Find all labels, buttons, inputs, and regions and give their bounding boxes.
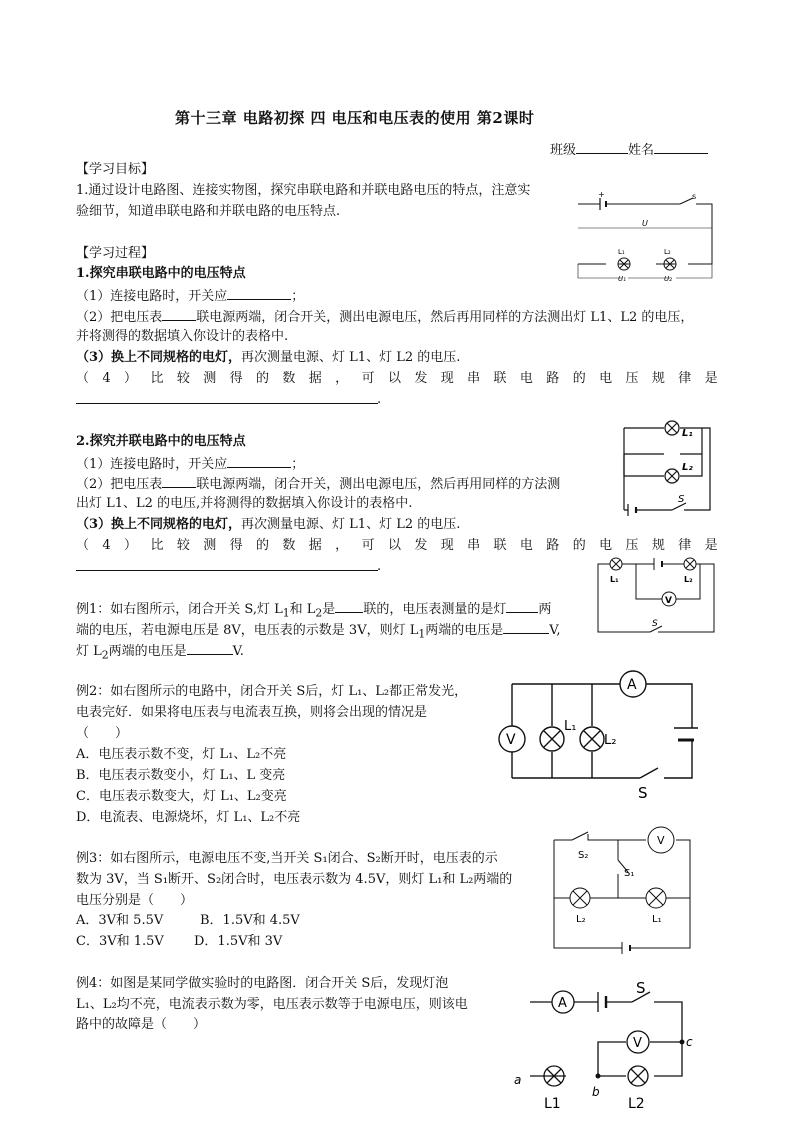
fig3-s-label: S <box>652 619 658 629</box>
ex3-option-c[interactable]: C．3V和 1.5V <box>76 934 164 949</box>
ex1-t2: 和 L <box>289 602 316 617</box>
s1-step4-char: （ <box>76 371 90 386</box>
section-2-title: 2.探究并联电路中的电压特点 <box>76 434 246 449</box>
s1-answer-period: . <box>377 392 382 407</box>
s2-step4-char: 可 <box>361 538 375 553</box>
figure-series-circuit <box>572 188 718 282</box>
s2-step4-char: 现 <box>440 538 454 553</box>
class-label: 班级 <box>550 143 577 158</box>
ex4-line1: 例4：如图是某同学做实验时的电路图．闭合开关 S后，发现灯泡 <box>76 976 449 991</box>
ex2-option-c[interactable]: C．电压表示数变大，灯 L₁、L₂变亮 <box>76 789 287 804</box>
fig4-a-label: A <box>627 677 637 693</box>
s1-step3-bold: （3）换上不同规格的电灯， <box>76 350 242 365</box>
ex3-line2: 数为 3V，当 S₁断开、S₂闭合时，电压表示数为 4.5V，则灯 L₁和 L₂两端的 <box>76 872 513 887</box>
s2-step3-bold: （3）换上不同规格的电灯， <box>76 517 242 532</box>
name-label: 姓名 <box>628 143 655 158</box>
s2-step2 <box>76 473 560 494</box>
s2-step4-char: 律 <box>678 538 692 553</box>
s1-step4-char: ） <box>124 371 138 386</box>
fig1-switch-label: s <box>692 192 697 201</box>
ex4-line2: L₁、L₂均不亮，电流表示数为零，电压表示数等于电源电压，则该电 <box>76 997 468 1012</box>
s2-step2-text-b: 联电源两端，闭合开关，测出电源电压，然后再用同样的方法测 <box>196 477 561 492</box>
s2-step4-char: 较 <box>176 538 190 553</box>
s1-step2-blank[interactable] <box>162 306 196 321</box>
fig6-l1-label: L1 <box>544 1096 561 1112</box>
ex2-option-b[interactable]: B．电压表示数变小，灯 L₁、L 变亮 <box>76 768 286 783</box>
figure-example2-circuit <box>494 670 700 800</box>
s2-step1-text: （1）连接电路时，开关应 <box>76 457 228 472</box>
s2-step3-rest: 再次测量电源、灯 L1、灯 L2 的电压. <box>241 517 461 532</box>
s1-step4-char: 较 <box>176 371 190 386</box>
s2-step4-char: 压 <box>625 538 639 553</box>
s1-answer-line[interactable] <box>76 403 378 404</box>
s2-step4-char: 据 <box>308 538 322 553</box>
s2-step4-char: 串 <box>467 538 481 553</box>
ex1-t1: 例1：如右图所示，闭合开关 S,灯 L <box>76 602 283 617</box>
ex1-t4: 联的，电压表测量的是灯 <box>363 602 507 617</box>
s1-step4-char: ， <box>335 371 349 386</box>
fig3-l1-label: L₁ <box>610 575 619 584</box>
fig5-v-label: V <box>657 834 665 847</box>
s2-step4-char: 电 <box>599 538 613 553</box>
fig4-l2-label: L₂ <box>604 733 617 748</box>
s1-step4-char: 得 <box>229 371 243 386</box>
s2-step4-char: 规 <box>651 538 665 553</box>
section-1-title: 1.探究串联电路中的电压特点 <box>76 266 246 281</box>
s2-step4-char: 是 <box>704 538 718 553</box>
s1-step1: （1）连接电路时，开关应 ； <box>76 285 304 306</box>
s2-step1: （1）连接电路时，开关应 ； <box>76 453 304 474</box>
ex3-option-a[interactable]: A．3V和 5.5V <box>76 913 164 928</box>
ex1-line1: 例1：如右图所示，闭合开关 S,灯 $L_1$和 $L_2$是 联的，电压表测量的是灯 两 <box>76 598 551 623</box>
class-name-line <box>550 139 708 160</box>
s2-step4-char: 4 <box>102 538 111 553</box>
ex3-option-b[interactable]: B．1.5V和 4.5V <box>200 913 300 928</box>
s1-step3-rest: 再次测量电源、灯 L1、灯 L2 的电压. <box>241 350 461 365</box>
s2-step3 <box>76 515 460 534</box>
goals-header: 【学习目标】 <box>76 162 155 177</box>
ex1-line3: 灯 $L_2$两端的电压是 V. <box>76 640 244 665</box>
fig1-battery-plus: + <box>598 190 605 199</box>
s1-step1-blank[interactable] <box>227 285 291 300</box>
ex1-t7: 两端的电压是 <box>425 623 504 638</box>
s1-step4-char: 现 <box>440 371 454 386</box>
fig2-l1-label: L₁ <box>682 428 693 439</box>
s1-step4-char: 路 <box>546 371 560 386</box>
s1-step4-char: 数 <box>282 371 296 386</box>
class-blank[interactable] <box>576 139 628 154</box>
fig5-l1-label: L₁ <box>652 914 662 925</box>
s2-step4-char: （ <box>76 538 90 553</box>
ex1-blank-1[interactable] <box>335 598 363 613</box>
s1-step4 <box>76 369 718 388</box>
ex1-blank-3[interactable] <box>503 619 549 634</box>
s2-step4-char: ， <box>335 538 349 553</box>
s1-step4-char: 的 <box>572 371 586 386</box>
s2-step4-char: 路 <box>546 538 560 553</box>
ex1-blank-2[interactable] <box>506 598 538 613</box>
s1-step4-char: 规 <box>651 371 665 386</box>
s1-step4-char: 以 <box>387 371 401 386</box>
ex3-line3: 电压分别是（ ） <box>76 893 194 908</box>
s2-step4-char: ） <box>124 538 138 553</box>
fig3-l2-label: L₂ <box>684 575 693 584</box>
s2-step4-char: 电 <box>519 538 533 553</box>
s1-step4-char: 电 <box>599 371 613 386</box>
fig2-l2-label: L₂ <box>682 462 693 473</box>
s2-step2-text-a: （2）把电压表 <box>76 477 163 492</box>
s1-step4-char: 压 <box>625 371 639 386</box>
ex1-t9: 灯 L <box>76 644 102 659</box>
s1-step2-text-a: （2）把电压表 <box>76 310 163 325</box>
s1-step4-char: 比 <box>150 371 164 386</box>
s1-step4-char: 是 <box>704 371 718 386</box>
ex1-blank-4[interactable] <box>187 640 233 655</box>
figure-example1-circuit <box>596 554 718 636</box>
goal-1-line1: 1.通过设计电路图、连接实物图，探究串联电路和并联电路电压的特点，注意实 <box>76 183 531 198</box>
s1-step2 <box>76 306 693 327</box>
fig6-c-label: c <box>686 1035 693 1049</box>
s2-step2-cont: 出灯 L1、L2 的电压,并将测得的数据填入你设计的表格中. <box>76 496 413 511</box>
s2-answer-line[interactable] <box>76 570 378 571</box>
s2-step4 <box>76 536 718 555</box>
fig5-s2-label: S₂ <box>578 850 589 861</box>
s2-step4-char: 数 <box>282 538 296 553</box>
fig6-l2-label: L2 <box>628 1096 645 1112</box>
fig1-l2-label: L₂ <box>664 248 671 256</box>
fig3-v-label: V <box>665 596 672 606</box>
s2-step4-char: 测 <box>203 538 217 553</box>
s1-step2-text-b: 联电源两端，闭合开关，测出电源电压，然后再用同样的方法测出灯 L1、L2 的电压， <box>196 310 694 325</box>
ex2-line2: 电表完好．如果将电压表与电流表互换，则将会出现的情况是 <box>76 705 428 720</box>
s2-step4-char: 发 <box>414 538 428 553</box>
goal-1-line2: 验细节，知道串联电路和并联电路的电压特点. <box>76 204 341 219</box>
fig1-u2-label: U₂ <box>664 275 672 282</box>
fig6-a-label: A <box>558 996 567 1011</box>
name-blank[interactable] <box>654 139 708 154</box>
s2-answer-period: . <box>377 559 382 574</box>
s1-step1-text: （1）连接电路时，开关应 <box>76 289 228 304</box>
s2-step4-char: 比 <box>150 538 164 553</box>
fig4-l1-label: L₁ <box>564 719 577 734</box>
s2-step4-char: 得 <box>229 538 243 553</box>
figure-example4-circuit <box>510 978 700 1118</box>
ex3-line1: 例3：如右图所示，电源电压不变,当开关 S₁闭合、S₂断开时，电压表的示 <box>76 851 498 866</box>
ex2-option-d[interactable]: D．电流表、电源烧坏，灯 L₁、L₂不亮 <box>76 810 301 825</box>
ex2-line1: 例2：如右图所示的电路中，闭合开关 S后，灯 L₁、L₂都正常发光， <box>76 684 468 699</box>
ex1-t5: 两 <box>538 602 552 617</box>
s1-step4-char: 测 <box>203 371 217 386</box>
s1-step4-char: 可 <box>361 371 375 386</box>
fig6-b-label: b <box>592 1085 600 1099</box>
fig1-u1-label: U₁ <box>618 275 626 282</box>
ex1-t8: V, <box>549 623 561 638</box>
s1-step4-char: 律 <box>678 371 692 386</box>
s1-step3 <box>76 348 460 367</box>
figure-parallel-circuit <box>612 418 722 522</box>
ex2-line3: （ ） <box>76 726 129 741</box>
fig1-u-label: U <box>642 219 648 228</box>
fig6-s-label: S <box>636 979 646 997</box>
ex4-line3: 路中的故障是（ ） <box>76 1017 207 1032</box>
s1-step2-cont: 并将测得的数据填入你设计的表格中. <box>76 329 289 344</box>
ex1-t3: 是 <box>322 602 336 617</box>
s1-step4-char: 联 <box>493 371 507 386</box>
ex1-t6: 端的电压，若电源电压是 8V，电压表的示数是 3V，则灯 L <box>76 623 419 638</box>
s1-step4-char: 的 <box>256 371 270 386</box>
s2-step4-char: 联 <box>493 538 507 553</box>
ex2-option-a[interactable]: A．电压表示数不变，灯 L₁、L₂不亮 <box>76 747 287 762</box>
s2-step4-char: 的 <box>256 538 270 553</box>
ex1-line2: 端的电压，若电源电压是 8V，电压表的示数是 3V，则灯 $L_1$两端的电压是 V, <box>76 619 561 644</box>
s2-step2-blank[interactable] <box>162 473 196 488</box>
s1-step4-char: 4 <box>102 371 111 386</box>
ex1-t11: V. <box>232 644 244 659</box>
s2-step4-char: 的 <box>572 538 586 553</box>
s2-step1-blank[interactable] <box>227 453 291 468</box>
page-title: 第十三章 电路初探 四 电压和电压表的使用 第2课时 <box>175 109 535 127</box>
s2-step4-char: 以 <box>387 538 401 553</box>
fig5-l2-label: L₂ <box>576 914 586 925</box>
s1-step4-char: 串 <box>467 371 481 386</box>
fig1-l1-label: L₁ <box>618 248 625 256</box>
s1-step4-char: 电 <box>519 371 533 386</box>
fig2-s-label: S <box>678 494 685 505</box>
s1-step4-char: 发 <box>414 371 428 386</box>
fig4-s-label: S <box>638 784 648 800</box>
ex1-t10: 两端的电压是 <box>108 644 187 659</box>
figure-example3-circuit <box>548 826 698 958</box>
s1-step4-char: 据 <box>308 371 322 386</box>
ex3-option-d[interactable]: D．1.5V和 3V <box>194 934 283 949</box>
process-header: 【学习过程】 <box>76 246 155 261</box>
fig4-v-label: V <box>506 732 516 748</box>
fig5-s1-label: S₁ <box>624 868 635 879</box>
fig6-a-node-label: a <box>514 1073 522 1087</box>
fig6-v-label: V <box>633 1036 642 1051</box>
